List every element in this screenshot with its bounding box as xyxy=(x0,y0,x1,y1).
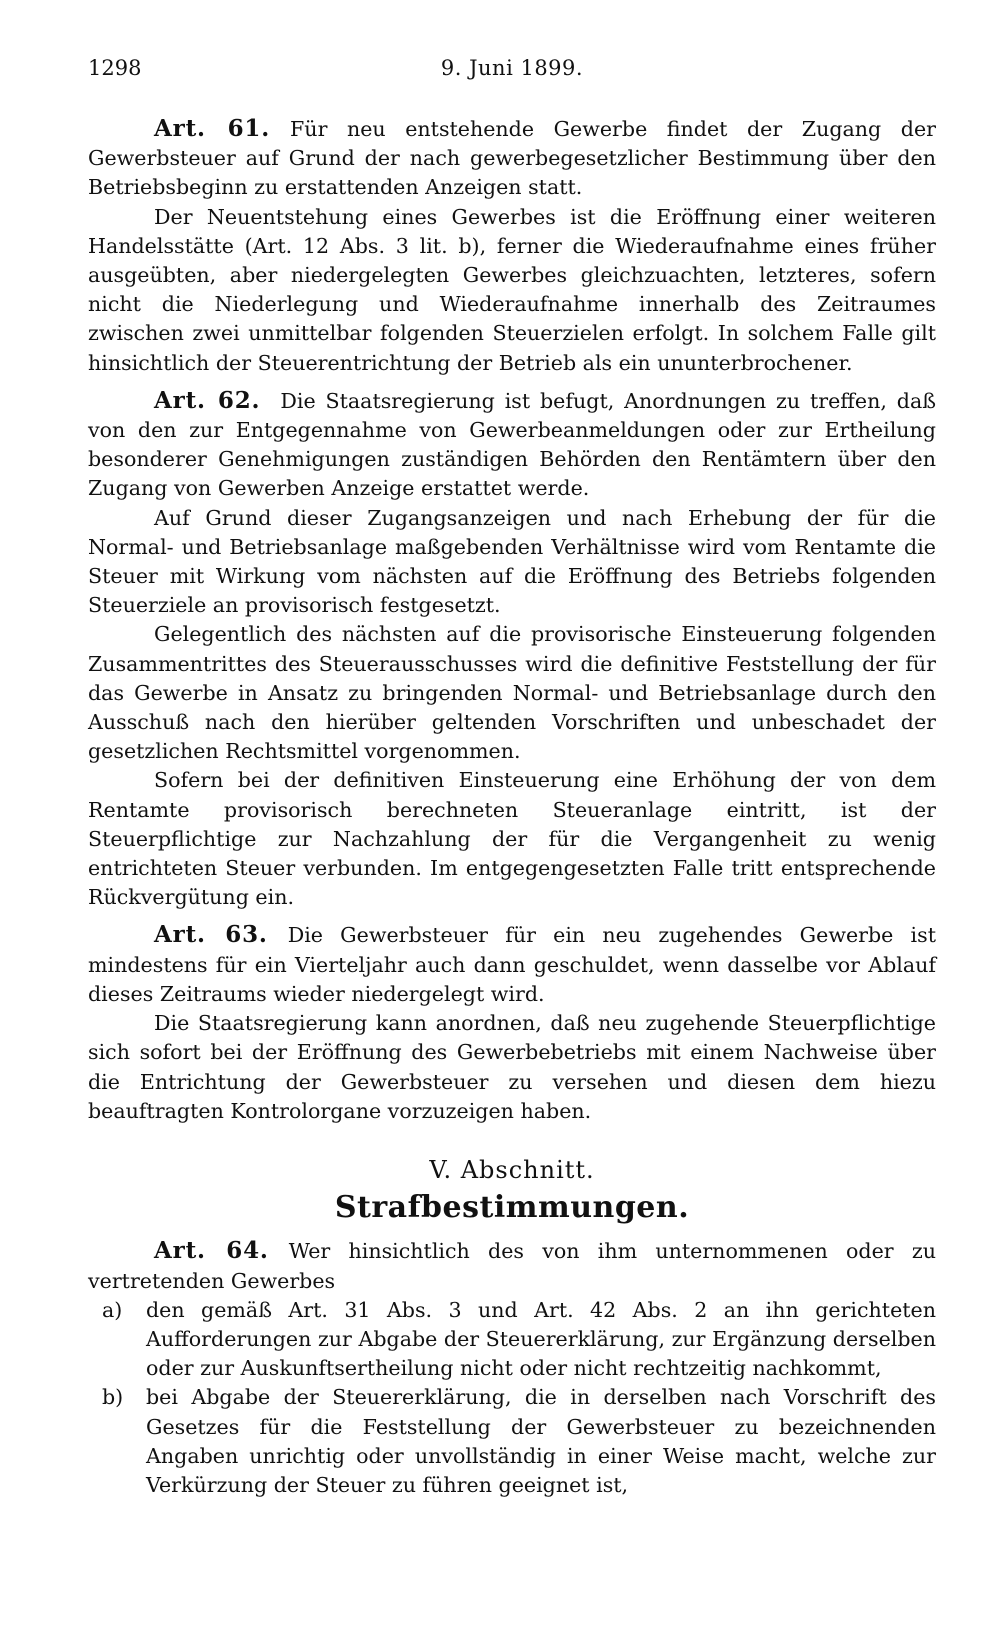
art-63-text-1: Die Gewerbsteuer für ein neu zugehendes Gewerbe ist mindestens für ein Vierteljahr auch dann geschuldet, wenn dasselbe vor Ablauf dieses Zeitraums wieder niedergelegt wird. xyxy=(88,923,936,1006)
section-subtitle: Strafbestimmungen. xyxy=(334,1190,690,1226)
list-item xyxy=(102,1296,936,1384)
art-64-label: Art. 64. xyxy=(154,1237,269,1265)
art-62-paragraph-3: Gelegentlich des nächsten auf die provisorische Einsteuerung folgenden Zusammentrittes des Steuerausschusses wird die definitive Feststellung der für das Gewerbe in Ansatz zu bringenden Normal- und Betriebsanlage durch den Ausschuß nach den hierüber geltenden Vorschriften und unbeschadet der gesetzlichen Rechtsmittel vorgenommen. xyxy=(88,622,936,764)
section-title: V. Abschnitt. xyxy=(429,1155,595,1184)
list-marker: b) xyxy=(102,1385,124,1410)
art-62-text-1: Die Staatsregierung ist befugt, Anordnungen zu treffen, daß von den zur Entgegennahme von Gewerbeanmeldungen oder zur Ertheilung besonderer Genehmigungen zuständigen Behörden den Rentämtern über den Zugang von Gewerben Anzeige erstattet werde. xyxy=(88,388,936,501)
page-number: 1298 xyxy=(88,56,142,80)
document-page xyxy=(88,48,936,1500)
list-marker: a) xyxy=(102,1297,123,1322)
art-61-paragraph-2: Der Neuentstehung eines Gewerbes ist die Eröffnung einer weiteren Handelsstätte (Art. 12 Abs. 3 lit. b), ferner die Wiederaufnahme eines früher ausgeübten, aber niedergelegten Gewerbes gleichzuachten, letzteres, sofern nicht die Niederlegung und Wiederaufnahme innerhalb des Zeitraumes zwischen zwei unmittelbar folgenden Steuerzielen erfolgt. In solchem Falle gilt hinsichtlich der Steuerentrichtung der Betrieb als ein ununterbrochener. xyxy=(88,204,936,375)
list-item xyxy=(102,1383,936,1500)
list-item-text: bei Abgabe der Steuererklärung, die in derselben nach Vorschrift des Gesetzes für die Feststellung der Gewerbsteuer zu bezeichnenden Angaben unrichtig oder unvollständig in einer Weise macht, welche zur Verkürzung der Steuer zu führen geeignet ist, xyxy=(146,1385,936,1497)
page-date: 9. Juni 1899. xyxy=(440,56,584,80)
art-62-paragraph-1 xyxy=(88,386,936,504)
art-61-text-1: Für neu entstehende Gewerbe findet der Zugang der Gewerbsteuer auf Grund der nach gewerbegesetzlicher Bestimmung über den Betriebsbeginn zu erstattenden Anzeigen statt. xyxy=(88,117,936,200)
art-63-paragraph-1 xyxy=(88,920,936,1009)
page-header xyxy=(88,48,936,88)
art-64-intro: Wer hinsichtlich des von ihm unternommenen oder zu vertretenden Gewerbes xyxy=(88,1239,937,1293)
art-62-label: Art. 62. xyxy=(154,386,261,414)
art-61-paragraph-1 xyxy=(88,114,936,203)
art-62-paragraph-2: Auf Grund dieser Zugangsanzeigen und nach Erhebung der für die Normal- und Betriebsanlage maßgebenden Verhältnisse wird vom Rentamte die Steuer mit Wirkung vom nächsten auf die Eröffnung des Betriebs folgenden Steuerziele an provisorisch festgesetzt. xyxy=(88,505,936,618)
art-64-paragraph-1 xyxy=(88,1236,936,1295)
art-61-label: Art. 61. xyxy=(154,115,271,142)
document-body xyxy=(88,114,936,1500)
art-62-paragraph-4: Sofern bei der definitiven Einsteuerung eine Erhöhung der von dem Rentamte provisorisch berechneten Steueranlage eintritt, ist der Steuerpflichtige zur Nachzahlung der für die Vergangenheit zu wenig entrichteten Steuer verbunden. Im entgegengesetzten Falle tritt entsprechende Rückvergütung ein. xyxy=(88,768,936,910)
art-63-paragraph-2: Die Staatsregierung kann anordnen, daß neu zugehende Steuerpflichtige sich sofort bei der Eröffnung des Gewerbebetriebs mit einem Nachweise über die Entrichtung der Gewerbsteuer zu versehen und diesen dem hiezu beauftragten Kontrolorgane vorzuzeigen haben. xyxy=(88,1011,936,1123)
art-63-label: Art. 63. xyxy=(154,921,268,949)
list-item-text: den gemäß Art. 31 Abs. 3 und Art. 42 Abs. 2 an ihn gerichteten Aufforderungen zur Abgabe der Steuererklärung, zur Ergänzung derselben oder zur Auskunftsertheilung nicht oder nicht rechtzeitig nachkommt, xyxy=(146,1297,936,1381)
